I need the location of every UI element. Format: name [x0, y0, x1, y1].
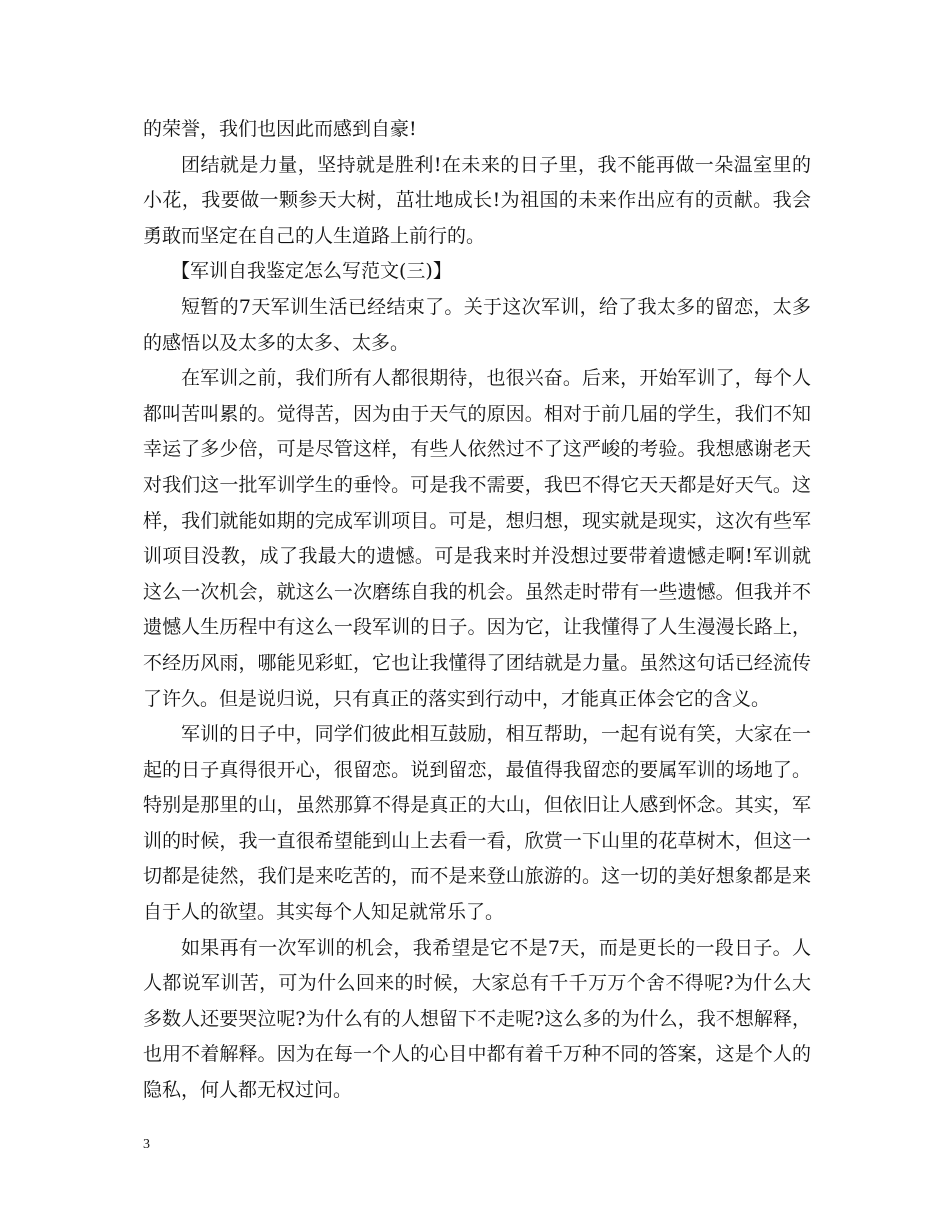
paragraph: 在军训之前，我们所有人都很期待，也很兴奋。后来，开始军训了，每个人都叫苦叫累的。觉得苦，因为由于天气的原因。相对于前几届的学生，我们不知幸运了多少倍，可是尽管这样，有些人依然过不了这严峻的考验。我想感谢老天对我们这一批军训学生的垂怜。可是我不需要，我巴不得它天天都是好天气。这样，我们就能如期的完成军训项目。可是，想归想，现实就是现实，这次有些军训项目没教，成了我最大的遗憾。可是我来时并没想过要带着遗憾走啊!军训就这么一次机会，就这么一次磨练自我的机会。虽然走时带有一些遗憾。但我并不遗憾人生历程中有这么一段军训的日子。因为它，让我懂得了人生漫漫长路上，不经历风雨，哪能见彩虹，它也让我懂得了团结就是力量。虽然这句话已经流传了许久。但是说归说，只有真正的落实到行动中，才能真正体会它的含义。: [143, 367, 811, 710]
paragraph-continuation: 的荣誉，我们也因此而感到自豪!: [143, 118, 417, 140]
paragraph: 军训的日子中，同学们彼此相互鼓励，相互帮助，一起有说有笑，大家在一起的日子真得很开心，很留恋。说到留恋，最值得我留恋的要属军训的场地了。特别是那里的山，虽然那算不得是真正的大山，但依旧让人感到怀念。其实，军训的时候，我一直很希望能到山上去看一看，欣赏一下山里的花草树木，但这一切都是徒然，我们是来吃苦的，而不是来登山旅游的。这一切的美好想象都是来自于人的欲望。其实每个人知足就常乐了。: [143, 723, 811, 924]
paragraph: 如果再有一次军训的机会，我希望是它不是7天，而是更长的一段日子。人人都说军训苦，可为什么回来的时候，大家总有千千万万个舍不得呢?为什么大多数人还要哭泣呢?为什么有的人想留下不走呢?这么多的为什么，我不想解释，也用不着解释。因为在每一个人的心目中都有着千万种不同的答案，这是个人的隐私，何人都无权过问。: [143, 936, 811, 1102]
paragraph: 短暂的7天军训生活已经结束了。关于这次军训，给了我太多的留恋，太多的感悟以及太多的太多、太多。: [143, 295, 811, 354]
paragraph: 团结就是力量，坚持就是胜利!在未来的日子里，我不能再做一朵温室里的小花，我要做一颗参天大树，茁壮地成长!为祖国的未来作出应有的贡献。我会勇敢而坚定在自己的人生道路上前行的。: [143, 153, 811, 247]
document-body: [143, 112, 811, 1109]
section-heading: 【军训自我鉴定怎么写范文(三)】: [171, 260, 452, 283]
page-number: 3: [143, 1137, 150, 1152]
